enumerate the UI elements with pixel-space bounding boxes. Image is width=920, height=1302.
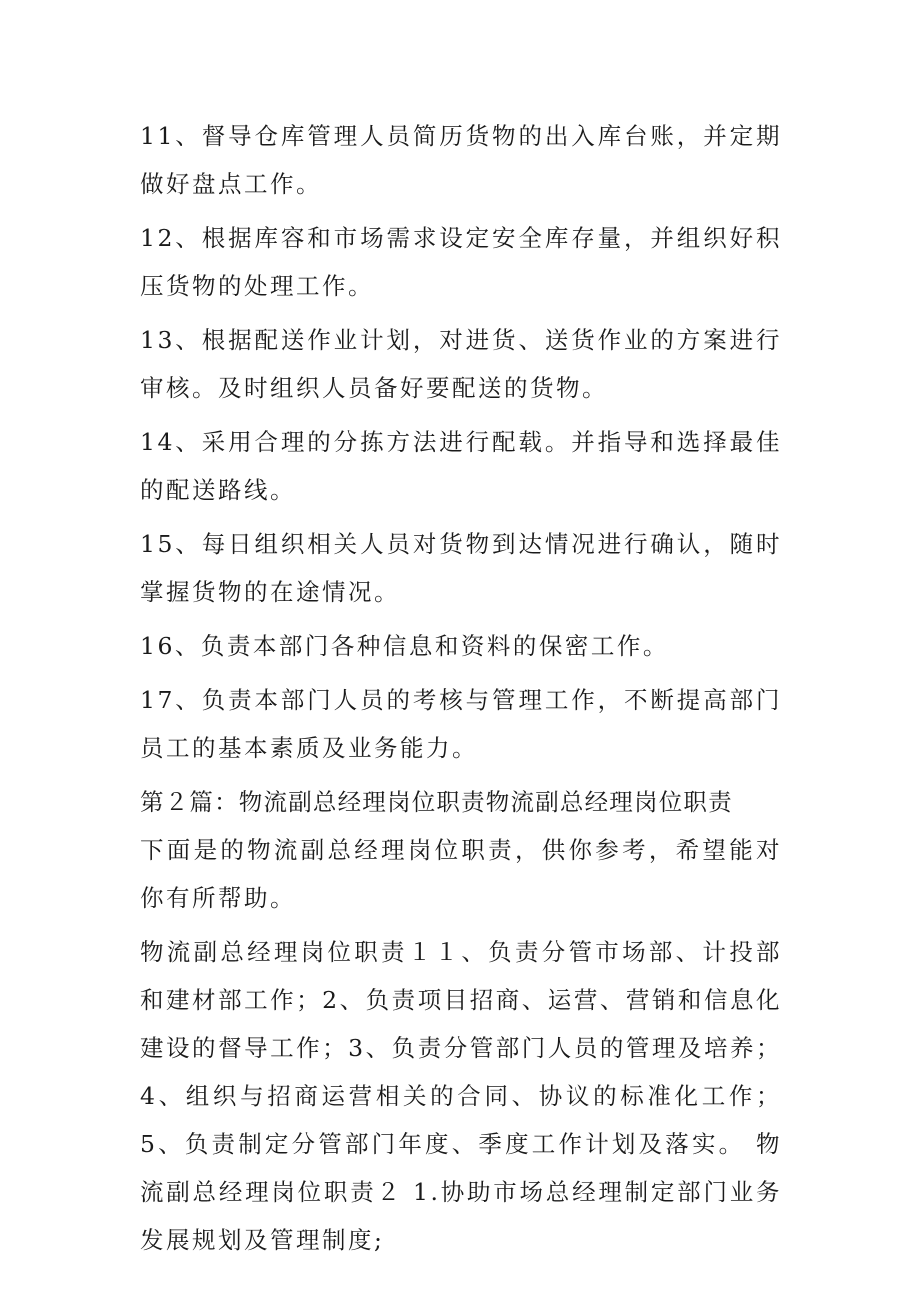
list-item: 14、采用合理的分拣方法进行配载。并指导和选择最佳的配送路线。 [140,428,782,504]
list-item: 15、每日组织相关人员对货物到达情况进行确认，随时掌握货物的在途情况。 [140,530,782,606]
intro-paragraph: 下面是的物流副总经理岗位职责，供你参考，希望能对你有所帮助。 [140,836,782,912]
document-body [140,112,782,1270]
section-heading: 第２篇：物流副总经理岗位职责物流副总经理岗位职责 [140,788,733,816]
list-item: 13、根据配送作业计划，对进货、送货作业的方案进行审核。及时组织人员备好要配送的货物。 [140,326,782,402]
body-paragraph: 物流副总经理岗位职责１１、负责分管市场部、计投部和建材部工作；2、负责项目招商、运营、营销和信息化建设的督导工作；3、负责分管部门人员的管理及培养；4、组织与招商运营相关的合同、协议的标准化工作；5、负责制定分管部门年度、季度工作计划及落实。 物流副总经理岗位职责２ 1.协助市场总经理制定部门业务发展规划及管理制度; [140,938,782,1254]
list-item: 16、负责本部门各种信息和资料的保密工作。 [140,632,669,660]
list-item: 12、根据库容和市场需求设定安全库存量，并组织好积压货物的处理工作。 [140,224,782,300]
list-item: 17、负责本部门人员的考核与管理工作，不断提高部门员工的基本素质及业务能力。 [140,686,782,762]
list-item: 11、督导仓库管理人员简历货物的出入库台账，并定期做好盘点工作。 [140,122,782,198]
